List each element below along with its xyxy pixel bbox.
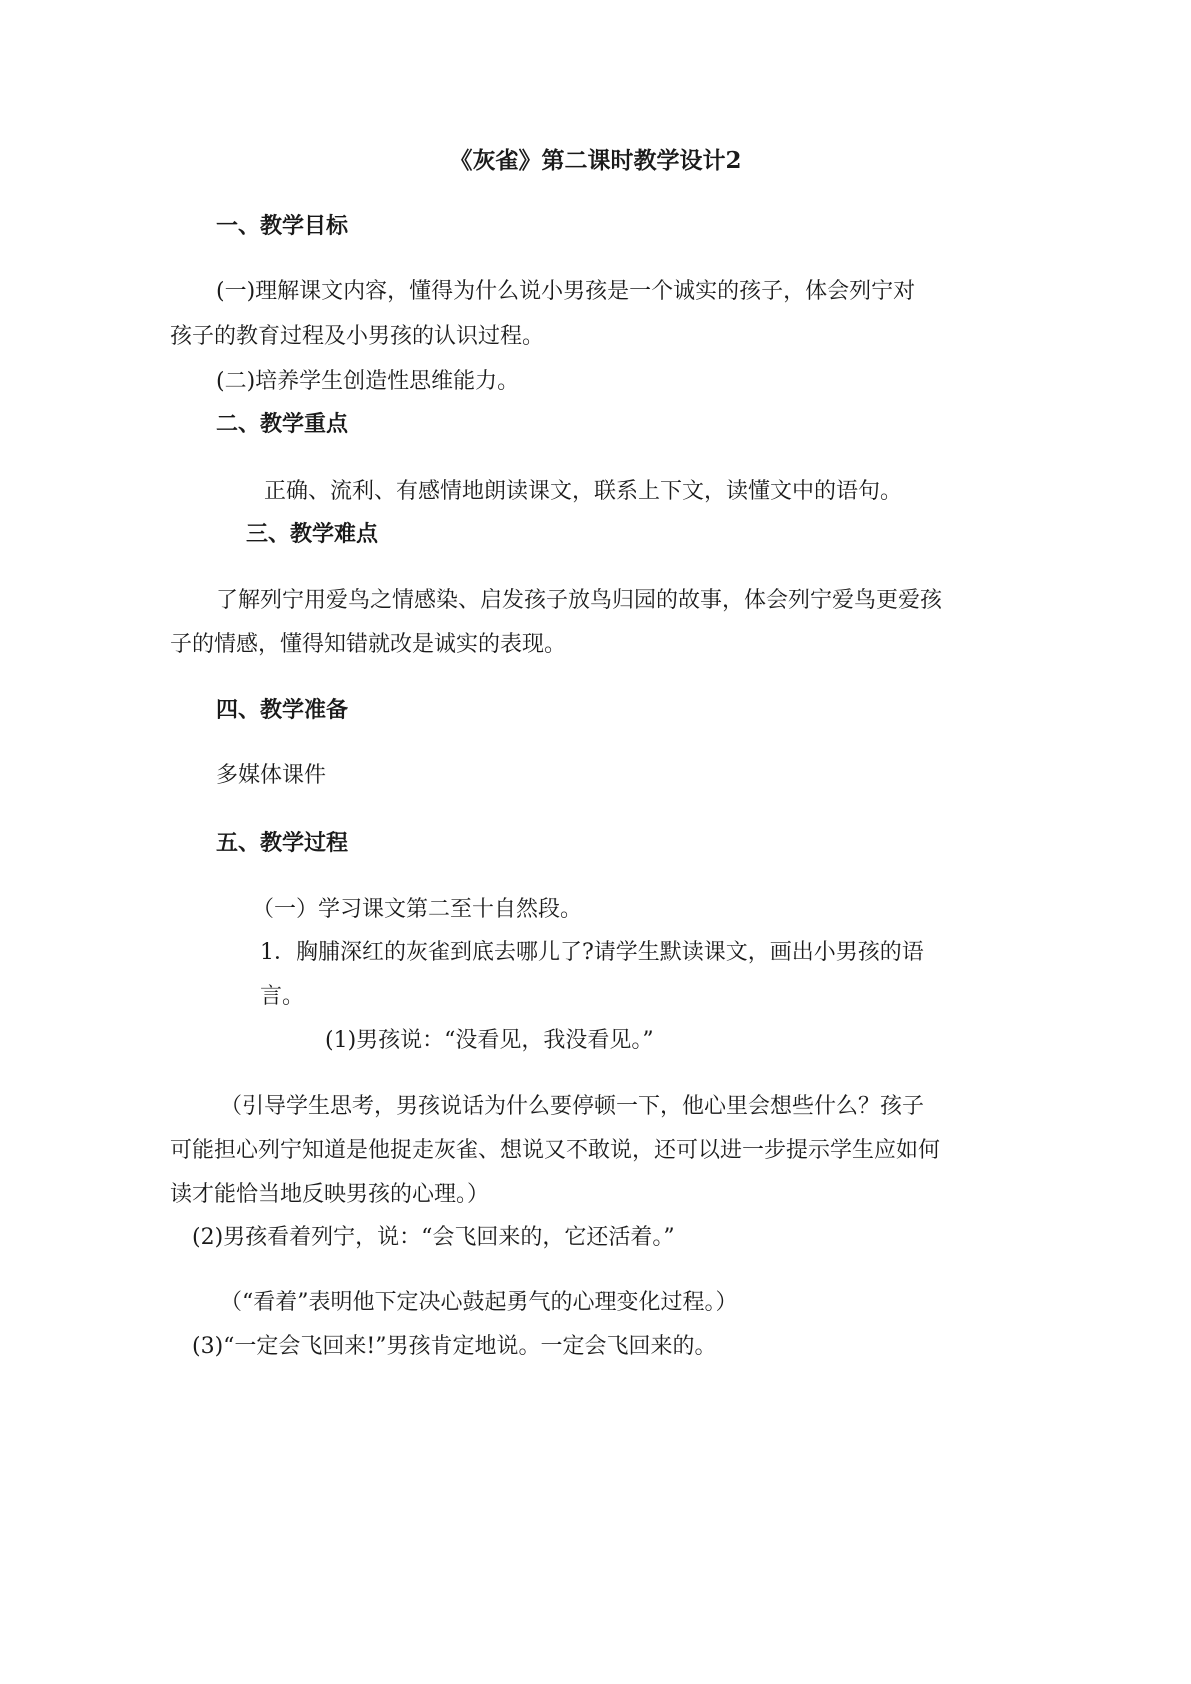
document-title: 《灰雀》第二课时教学设计2 [449,147,742,174]
note-1-line-3: 读才能恰当地反映男孩的心理。） [170,1182,490,1207]
section-heading-process: 五、教学过程 [216,830,349,856]
objective-1-line-2: 孩子的教育过程及小男孩的认识过程。 [170,324,545,349]
note-1-line-2: 可能担心列宁知道是他捉走灰雀、想说又不敢说，还可以进一步提示学生应如何 [170,1138,941,1163]
note-2: （“看着”表明他下定决心鼓起勇气的心理变化过程。） [220,1290,738,1315]
quote-3: (3)“一定会飞回来!”男孩肯定地说。一定会飞回来的。 [192,1334,717,1359]
difficulties-line-2: 子的情感，懂得知错就改是诚实的表现。 [170,632,567,657]
objective-2: (二)培养学生创造性思维能力。 [216,369,520,394]
quote-2: (2)男孩看着列宁，说：“会飞回来的，它还活着。” [192,1225,675,1250]
objective-1-line-1: (一)理解课文内容，懂得为什么说小男孩是一个诚实的孩子，体会列宁对 [216,279,916,304]
quote-1: (1)男孩说：“没看见，我没看见。” [325,1028,654,1053]
difficulties-line-1: 了解列宁用爱鸟之情感染、启发孩子放鸟归园的故事，体会列宁爱鸟更爱孩 [216,588,943,613]
question-1-line-2: 言。 [260,984,305,1009]
section-heading-objectives: 一、教学目标 [216,213,349,239]
process-sub-1: （一）学习课文第二至十自然段。 [252,897,583,922]
preparation-text: 多媒体课件 [216,763,327,788]
question-1-line-1: 1．胸脯深红的灰雀到底去哪儿了?请学生默读课文，画出小男孩的语 [260,940,924,965]
section-heading-difficulties: 三、教学难点 [246,521,379,547]
key-points-text: 正确、流利、有感情地朗读课文，联系上下文，读懂文中的语句。 [264,479,903,504]
section-heading-key-points: 二、教学重点 [216,411,349,437]
note-1-line-1: （引导学生思考，男孩说话为什么要停顿一下，他心里会想些什么？孩子 [220,1094,925,1119]
section-heading-preparation: 四、教学准备 [216,697,349,723]
